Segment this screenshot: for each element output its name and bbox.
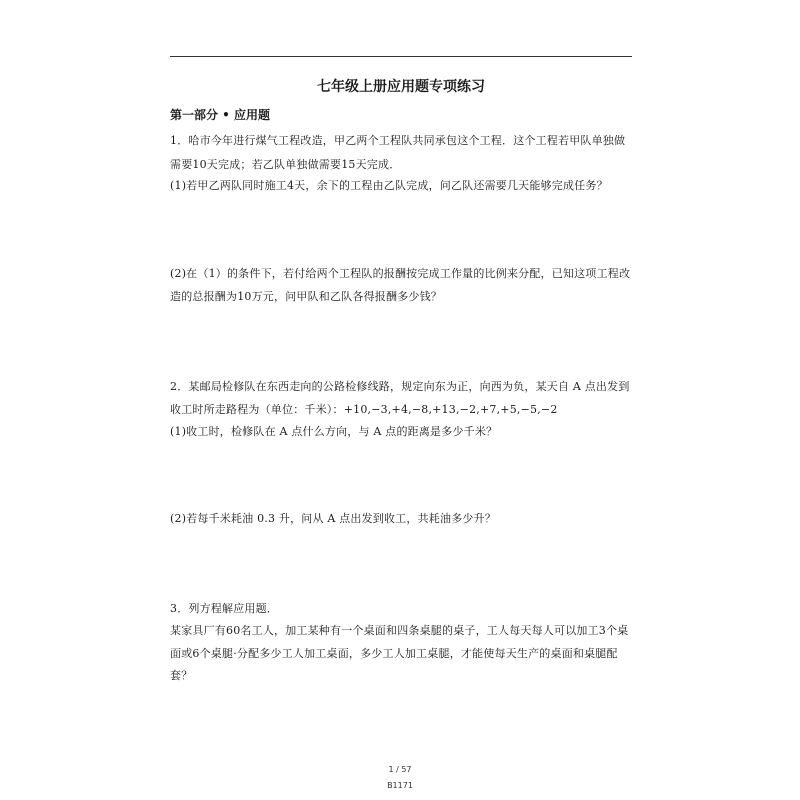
header-rule <box>170 56 632 57</box>
q1-part1: (1)若甲乙两队同时施工4天，余下的工程由乙队完成，问乙队还需要几天能够完成任务？ <box>170 179 608 192</box>
q1-part2-line2: 造的总报酬为10万元，问甲队和乙队各得报酬多少钱？ <box>170 290 442 303</box>
q3-line4: 套？ <box>170 669 193 682</box>
q3-line3: 面或6个桌腿·分配多少工人加工桌面，多少工人加工桌腿，才能使每天生产的桌面和桌腿配 <box>170 647 618 660</box>
q1-part2-line1: (2)在（1）的条件下，若付给两个工程队的报酬按完成工作量的比例来分配，已知这项工程改 <box>170 267 631 280</box>
q2-part1: (1)收工时，检修队在 A 点什么方向，与 A 点的距离是多少千米？ <box>170 425 498 438</box>
q2-part2: (2)若每千米耗油 0.3 升，问从 A 点出发到收工，共耗油多少升？ <box>170 512 497 525</box>
q3-line2: 某家具厂有60名工人，加工某种有一个桌面和四条桌腿的桌子，工人每天每人可以加工3个桌 <box>170 624 629 637</box>
page-title: 七年级上册应用题专项练习 <box>317 79 485 95</box>
page-number: 1 / 57 <box>388 765 412 774</box>
q1-line2: 需要10天完成；若乙队单独做需要15天完成． <box>170 158 401 171</box>
doc-code: B1171 <box>387 781 413 790</box>
section-heading: 第一部分 • 应用题 <box>170 108 271 122</box>
q2-line1: 2．某邮局检修队在东西走向的公路检修线路，规定向东为正，向西为负，某天自 A 点出发到 <box>170 380 630 393</box>
q3-line1: 3．列方程解应用题． <box>170 602 278 615</box>
q2-line2: 收工时所走路程为（单位：千米）：+10,−3,+4,−8,+13,−2,+7,+5,−5,−2 <box>170 403 558 416</box>
q1-line1: 1．哈市今年进行煤气工程改造，甲乙两个工程队共同承包这个工程．这个工程若甲队单独做 <box>170 134 626 147</box>
